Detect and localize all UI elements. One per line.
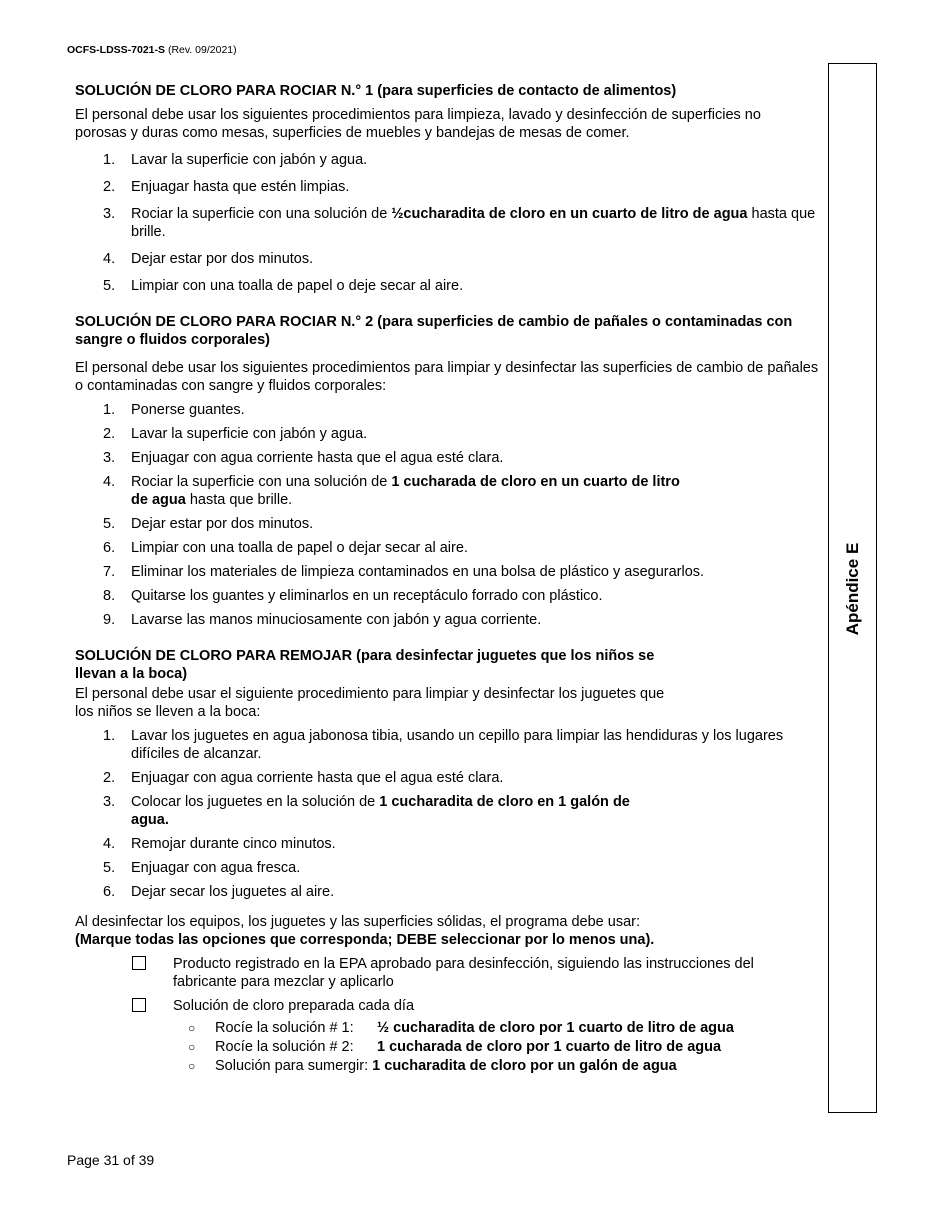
section2-intro: El personal debe usar los siguientes procedimientos para limpiar y desinfectar las superficies de cambio de pañales o contaminadas con sangre y fluidos corporales: — [75, 360, 819, 394]
bleach-solution-list — [75, 1019, 820, 1076]
section2-steps — [75, 401, 820, 629]
list-item: 3. Colocar los juguetes en la solución de 1 cucharadita de cloro en 1 galón de agua. — [103, 794, 630, 828]
list-item: 2. Enjuagar con agua corriente hasta que el agua esté clara. — [103, 770, 504, 786]
list-item: 2. Enjuagar hasta que estén limpias. — [103, 179, 350, 195]
page-number: Page 31 of 39 — [67, 1152, 155, 1168]
list-item: 3. Enjuagar con agua corriente hasta que el agua esté clara. — [103, 450, 504, 466]
list-item: 4. Dejar estar por dos minutos. — [103, 251, 314, 267]
list-item: ○ Solución para sumergir: 1 cucharadita de cloro por un galón de agua — [188, 1058, 677, 1074]
epa-product-label: Producto registrado en la EPA aprobado para desinfección, siguiendo las instrucciones del fabricante para mezclar y aplicarlo — [173, 956, 754, 990]
epa-product-checkbox[interactable] — [132, 956, 146, 970]
epa-product-option — [75, 955, 805, 991]
selection-instruction: (Marque todas las opciones que corresponda; DEBE seleccionar por lo menos una). — [75, 932, 655, 948]
form-header — [67, 44, 237, 56]
appendix-label: Apéndice E — [843, 542, 862, 636]
section1-intro: El personal debe usar los siguientes procedimientos para limpieza, lavado y desinfección de superficies no porosas y duras como mesas, superficies de muebles y bandejas de mesas de comer. — [75, 107, 761, 141]
section3-steps — [75, 727, 820, 901]
list-item: 3. Rociar la superficie con una solución de ½cucharadita de cloro en un cuarto de litro de agua hasta que brille. — [103, 206, 816, 240]
list-item: 4. Remojar durante cinco minutos. — [103, 836, 336, 852]
list-item: 2. Lavar la superficie con jabón y agua. — [103, 426, 368, 442]
section3-intro: El personal debe usar el siguiente procedimiento para limpiar y desinfectar los juguetes que los niños se lleven a la boca: — [75, 686, 665, 720]
form-revision: (Rev. 09/2021) — [167, 44, 237, 56]
bleach-solution-label: Solución de cloro preparada cada día — [173, 998, 415, 1014]
list-item: 1. Ponerse guantes. — [103, 402, 245, 418]
list-item: 9. Lavarse las manos minuciosamente con jabón y agua corriente. — [103, 612, 542, 628]
list-item: 5. Dejar estar por dos minutos. — [103, 516, 314, 532]
section2-title: SOLUCIÓN DE CLORO PARA ROCIAR N.° 2 (para superficies de cambio de pañales o contaminadas con sangre o fluidos corporales) — [75, 314, 793, 348]
form-code: OCFS-LDSS-7021-S — [67, 44, 166, 56]
list-item: 1. Lavar la superficie con jabón y agua. — [103, 152, 368, 168]
bleach-solution-checkbox[interactable] — [132, 998, 146, 1012]
list-item: 5. Enjuagar con agua fresca. — [103, 860, 301, 876]
list-item: 7. Eliminar los materiales de limpieza contaminados en una bolsa de plástico y asegurarlos. — [103, 564, 705, 580]
document-body — [75, 82, 820, 1076]
list-item: ○ Rocíe la solución # 2: 1 cucharada de cloro por 1 cuarto de litro de agua — [188, 1039, 722, 1055]
bleach-solution-option — [75, 997, 820, 1015]
section1-steps — [75, 151, 820, 295]
list-item: 6. Dejar secar los juguetes al aire. — [103, 884, 335, 900]
list-item: 8. Quitarse los guantes y eliminarlos en un receptáculo forrado con plástico. — [103, 588, 603, 604]
list-item: 1. Lavar los juguetes en agua jabonosa tibia, usando un cepillo para limpiar las hendiduras y los lugares difíciles de alcanzar. — [103, 728, 784, 762]
list-item: 6. Limpiar con una toalla de papel o dejar secar al aire. — [103, 540, 468, 556]
list-item: ○ Rocíe la solución # 1: ½ cucharadita de cloro por 1 cuarto de litro de agua — [188, 1020, 734, 1036]
section1-title: SOLUCIÓN DE CLORO PARA ROCIAR N.° 1 (para superficies de contacto de alimentos) — [75, 83, 677, 99]
list-item: 5. Limpiar con una toalla de papel o deje secar al aire. — [103, 278, 464, 294]
section3-title: SOLUCIÓN DE CLORO PARA REMOJAR (para desinfectar juguetes que los niños se llevan a la boca) — [75, 648, 655, 682]
list-item: 4. Rociar la superficie con una solución de 1 cucharada de cloro en un cuarto de litro de agua hasta que brille. — [103, 474, 680, 508]
selection-intro: Al desinfectar los equipos, los juguetes y las superficies sólidas, el programa debe usar: — [75, 914, 640, 930]
